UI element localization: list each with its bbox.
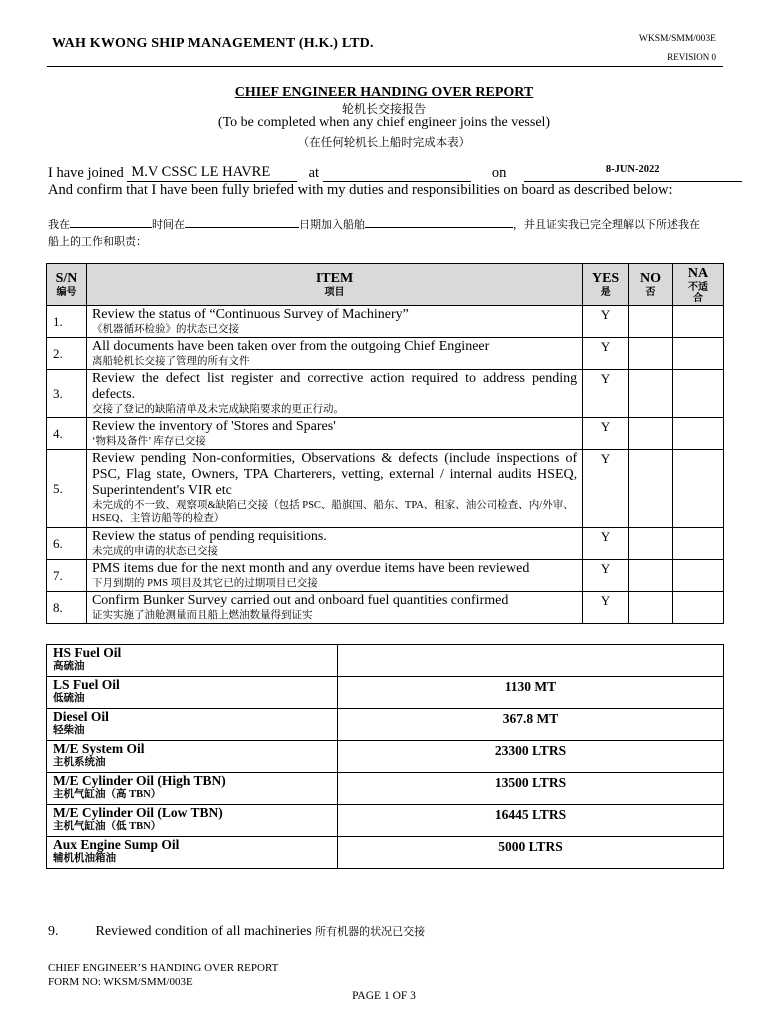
- header-item-label: ITEM: [315, 271, 354, 286]
- fuel-value-cell[interactable]: 1130 MT: [338, 677, 724, 709]
- table-row: [47, 592, 724, 624]
- fuel-quantity-table: [46, 644, 724, 869]
- fuel-label-cn: 辅机机油箱油: [53, 853, 116, 864]
- row-no-cell[interactable]: [629, 450, 673, 528]
- join-statement-cn: [48, 215, 700, 232]
- row-item: [86, 592, 582, 624]
- join-date: 8-JUN-2022: [605, 164, 660, 175]
- cn-text-3: 日期加入船舶: [299, 219, 365, 231]
- row-yes-cell[interactable]: Y: [583, 528, 629, 560]
- header-no: [629, 264, 673, 306]
- row-sn: 4.: [47, 418, 87, 450]
- row-sn: 2.: [47, 338, 87, 370]
- row-yes-cell[interactable]: Y: [583, 450, 629, 528]
- cn-text-4: ，并且证实我已完全理解以下所述我在: [513, 219, 700, 231]
- row-sn: 8.: [47, 592, 87, 624]
- row-no-cell[interactable]: [629, 370, 673, 418]
- table-row: [47, 805, 724, 837]
- row-item-en: All documents have been taken over from the outgoing Chief Engineer: [91, 339, 490, 354]
- row-item-en: Review pending Non-conformities, Observations & defects (include inspections of PSC, Flag state, Owners, TPA Charterers, vetting, external / internal audits HSEQ, Superintendent's VIR etc: [91, 451, 578, 498]
- fuel-label-cn: 轻柴油: [53, 725, 85, 736]
- row-no-cell[interactable]: [629, 306, 673, 338]
- fuel-label: [47, 805, 338, 837]
- row-sn: 1.: [47, 306, 87, 338]
- fuel-label-cn: 主机气缸油（低 TBN）: [53, 821, 162, 832]
- item-9-cn: 所有机器的状况已交接: [315, 926, 426, 938]
- table-row: [47, 773, 724, 805]
- row-na-cell[interactable]: [673, 592, 724, 624]
- fuel-label-en: M/E Cylinder Oil (High TBN): [53, 773, 226, 788]
- cn-blank-date[interactable]: [365, 215, 513, 228]
- row-item-cn: ‘物料及备件’ 库存已交接: [91, 436, 206, 447]
- fuel-label: [47, 837, 338, 869]
- item-9-sn: 9.: [48, 924, 59, 939]
- row-yes-cell[interactable]: Y: [583, 370, 629, 418]
- fuel-value-cell[interactable]: 23300 LTRS: [338, 741, 724, 773]
- fuel-value-cell[interactable]: 13500 LTRS: [338, 773, 724, 805]
- header-sn-cn: 编号: [56, 287, 77, 298]
- fuel-label-cn: 主机气缸油（高 TBN）: [53, 789, 162, 800]
- join-prefix: I have joined: [48, 165, 124, 181]
- table-row: [47, 450, 724, 528]
- fuel-value-cell[interactable]: [338, 645, 724, 677]
- cn-blank-time[interactable]: [185, 215, 299, 228]
- table-row: [47, 370, 724, 418]
- row-yes-cell[interactable]: Y: [583, 560, 629, 592]
- fuel-value-cell[interactable]: 367.8 MT: [338, 709, 724, 741]
- table-row: [47, 306, 724, 338]
- report-subtitle: (To be completed when any chief engineer joins the vessel): [217, 115, 551, 130]
- row-item: [86, 370, 582, 418]
- row-sn: 6.: [47, 528, 87, 560]
- row-na-cell[interactable]: [673, 418, 724, 450]
- header-item: [86, 264, 582, 306]
- row-no-cell[interactable]: [629, 418, 673, 450]
- report-title: CHIEF ENGINEER HANDING OVER REPORT: [234, 85, 534, 100]
- row-na-cell[interactable]: [673, 528, 724, 560]
- table-row: [47, 528, 724, 560]
- header-na-label: NA: [687, 265, 709, 281]
- report-subtitle-cn: （在任何轮机长上船时完成本表）: [297, 137, 471, 149]
- header-yes-label: YES: [591, 271, 620, 286]
- header-na: [673, 264, 724, 306]
- row-na-cell[interactable]: [673, 560, 724, 592]
- row-item-cn: 离船轮机长交接了管理的所有文件: [91, 356, 250, 367]
- fuel-label-en: M/E Cylinder Oil (Low TBN): [53, 805, 223, 820]
- table-row: [47, 741, 724, 773]
- table-row: [47, 338, 724, 370]
- fuel-value-cell[interactable]: 16445 LTRS: [338, 805, 724, 837]
- vessel-field[interactable]: [127, 164, 297, 182]
- table-row: [47, 645, 724, 677]
- fuel-label-en: LS Fuel Oil: [53, 677, 120, 692]
- form-code: WKSM/SMM/003E: [638, 34, 716, 44]
- page-number: PAGE 1 OF 3: [352, 990, 416, 1002]
- join-at: at: [308, 165, 320, 181]
- fuel-label-en: Diesel Oil: [53, 709, 109, 724]
- join-on: on: [491, 165, 507, 181]
- row-no-cell[interactable]: [629, 560, 673, 592]
- port-field[interactable]: [323, 164, 471, 182]
- vessel-name: M.V CSSC LE HAVRE: [131, 164, 271, 180]
- row-item-cn: 交接了登记的缺陷清单及未完成缺陷要求的更正行动。: [91, 404, 344, 415]
- table-row: [47, 560, 724, 592]
- revision-label: REVISION 0: [667, 52, 716, 62]
- header-item-cn: 项目: [324, 287, 345, 298]
- footer-report-name: CHIEF ENGINEER’S HANDING OVER REPORT: [48, 962, 279, 974]
- row-item: [86, 338, 582, 370]
- row-item: [86, 450, 582, 528]
- row-na-cell[interactable]: [673, 306, 724, 338]
- row-item-en: Review the status of pending requisitions.: [91, 529, 327, 544]
- row-no-cell[interactable]: [629, 338, 673, 370]
- fuel-label: [47, 741, 338, 773]
- header-no-cn: 否: [645, 287, 656, 298]
- row-item-en: Review the defect list register and corrective action required to address pending defects.: [91, 371, 578, 402]
- fuel-label-en: HS Fuel Oil: [53, 645, 122, 660]
- cn-blank-vessel[interactable]: [70, 215, 152, 228]
- header-sn: [47, 264, 87, 306]
- fuel-label: [47, 645, 338, 677]
- table-row: [47, 709, 724, 741]
- row-na-cell[interactable]: [673, 370, 724, 418]
- row-yes-cell[interactable]: Y: [583, 306, 629, 338]
- row-yes-cell[interactable]: Y: [583, 338, 629, 370]
- fuel-label-cn: 低硫油: [53, 693, 85, 704]
- row-item: [86, 528, 582, 560]
- fuel-label-en: M/E System Oil: [53, 741, 145, 756]
- table-row: [47, 418, 724, 450]
- row-yes-cell[interactable]: Y: [583, 418, 629, 450]
- item-9: [48, 923, 425, 940]
- row-item-cn: 《机器循环检验》的状态已交接: [91, 324, 239, 335]
- row-item: [86, 560, 582, 592]
- date-field[interactable]: [524, 164, 742, 182]
- fuel-label: [47, 709, 338, 741]
- cn-text-2: 时间在: [152, 219, 185, 231]
- row-yes-cell[interactable]: Y: [583, 592, 629, 624]
- row-item-en: PMS items due for the next month and any overdue items have been reviewed: [91, 561, 530, 576]
- header-sn-label: S/N: [55, 271, 78, 286]
- row-item-cn: 下月到期的 PMS 项目及其它已的过期项目已交接: [91, 578, 318, 589]
- join-statement-cn-line2: 船上的工作和职责：: [48, 236, 147, 248]
- table-row: [47, 837, 724, 869]
- row-item-cn: 未完成的申请的状态已交接: [91, 546, 218, 557]
- fuel-label: [47, 677, 338, 709]
- header-divider: [47, 66, 723, 67]
- row-sn: 7.: [47, 560, 87, 592]
- fuel-value-cell[interactable]: 5000 LTRS: [338, 837, 724, 869]
- header-yes: [583, 264, 629, 306]
- join-statement: [48, 164, 742, 182]
- row-na-cell[interactable]: [673, 450, 724, 528]
- row-item: [86, 418, 582, 450]
- company-name: WAH KWONG SHIP MANAGEMENT (H.K.) LTD.: [52, 36, 374, 51]
- footer-form-number: FORM NO: WKSM/SMM/003E: [48, 976, 193, 988]
- row-item-cn: 证实实施了油舱测量而且船上燃油数量得到证实: [91, 610, 313, 621]
- row-no-cell[interactable]: [629, 592, 673, 624]
- report-title-cn: 轮机长交接报告: [341, 102, 426, 116]
- row-item: [86, 306, 582, 338]
- header-na-cn: 不适合: [688, 281, 709, 304]
- row-sn: 5.: [47, 450, 87, 528]
- checklist-header-row: [47, 264, 724, 306]
- checklist-table: [46, 263, 724, 624]
- item-9-text: Reviewed condition of all machineries: [95, 924, 312, 939]
- row-na-cell[interactable]: [673, 338, 724, 370]
- cn-text-1: 我在: [48, 219, 70, 231]
- table-row: [47, 677, 724, 709]
- row-item-en: Confirm Bunker Survey carried out and onboard fuel quantities confirmed: [91, 593, 509, 608]
- header-no-label: NO: [640, 271, 662, 286]
- row-sn: 3.: [47, 370, 87, 418]
- confirm-statement: And confirm that I have been fully briefed with my duties and responsibilities on board as described below:: [48, 182, 673, 198]
- fuel-label: [47, 773, 338, 805]
- fuel-label-en: Aux Engine Sump Oil: [53, 837, 180, 852]
- row-item-cn: 未完成的不一致、观察项&缺陷已交接（包括 PSC、船旗国、船东、TPA、租家、油公司检查、内/外审、HSEQ、主管访船等的检查）: [91, 500, 574, 524]
- fuel-label-cn: 主机系统油: [53, 757, 106, 768]
- row-item-en: Review the inventory of 'Stores and Spares': [91, 419, 336, 434]
- row-item-en: Review the status of “Continuous Survey of Machinery”: [91, 307, 409, 322]
- row-no-cell[interactable]: [629, 528, 673, 560]
- fuel-label-cn: 高硫油: [53, 661, 85, 672]
- header-yes-cn: 是: [600, 287, 611, 298]
